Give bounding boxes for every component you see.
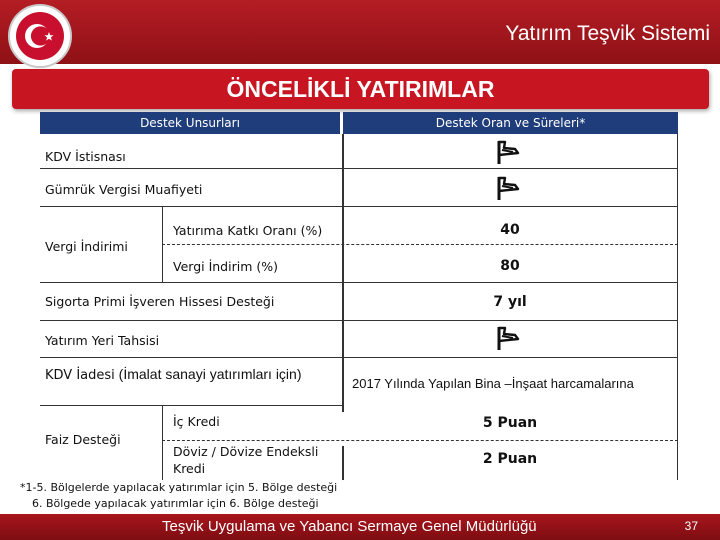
column-divider-lower xyxy=(342,446,344,480)
row-label-kdv-exemption: KDV İstisnası xyxy=(45,149,126,164)
footer-organization: Teşvik Uygulama ve Yabancı Sermaye Genel Müdürlüğü xyxy=(162,518,537,535)
check-flag-icon xyxy=(495,324,521,352)
column-header-support-items: Destek Unsurları xyxy=(40,112,340,134)
column-divider xyxy=(342,134,344,412)
sub-label-contribution-rate: Yatırıma Katkı Oranı (%) xyxy=(173,223,323,238)
row-divider xyxy=(40,282,678,283)
sub-label-tax-reduction-rate: Vergi İndirim (%) xyxy=(173,259,278,274)
value-insurance-support: 7 yıl xyxy=(493,294,527,310)
column-header-support-rates: Destek Oran ve Süreleri* xyxy=(343,112,678,134)
row-divider xyxy=(40,320,678,321)
value-foreign-credit: 2 Puan xyxy=(482,451,538,467)
row-label-land-allocation: Yatırım Yeri Tahsisi xyxy=(45,333,160,348)
footnote-line-1: *1-5. Bölgelerde yapılacak yatırımlar için 5. Bölge desteği xyxy=(20,481,338,494)
sub-column-divider xyxy=(162,206,163,282)
sub-row-divider xyxy=(162,440,678,441)
row-label-interest-support: Faiz Desteği xyxy=(45,432,121,447)
vat-refund-title: KDV İadesi xyxy=(45,368,115,383)
header-title: Yatırım Teşvik Sistemi xyxy=(505,22,710,45)
table-right-border xyxy=(677,134,678,480)
sub-label-foreign-credit-cont: Kredi xyxy=(173,461,206,476)
sub-label-domestic-credit: İç Kredi xyxy=(173,414,220,429)
section-banner xyxy=(12,69,709,109)
check-flag-icon xyxy=(495,138,521,166)
value-domestic-credit: 5 Puan xyxy=(482,415,538,431)
row-divider xyxy=(40,168,678,169)
crescent-star-icon xyxy=(16,12,64,60)
support-table xyxy=(40,112,678,480)
page-number: 37 xyxy=(684,519,698,533)
check-flag-icon xyxy=(495,174,521,202)
footer-bar xyxy=(0,514,720,540)
sub-row-divider xyxy=(162,244,678,245)
vat-refund-scope: (İmalat sanayi yatırımları için) xyxy=(114,366,302,382)
header-bar xyxy=(0,0,720,64)
sub-label-foreign-credit: Döviz / Dövize Endeksli xyxy=(173,444,319,459)
value-tax-reduction-rate: 80 xyxy=(500,258,520,274)
value-contribution-rate: 40 xyxy=(500,222,520,238)
row-label-insurance-support: Sigorta Primi İşveren Hissesi Desteği xyxy=(45,294,275,309)
ministry-logo xyxy=(8,4,72,68)
section-title: ÖNCELİKLİ YATIRIMLAR xyxy=(226,76,495,102)
row-label-vat-refund xyxy=(45,366,302,383)
footnote-line-2: 6. Bölgede yapılacak yatırımlar için 6. Bölge desteği xyxy=(32,497,319,510)
value-vat-refund: 2017 Yılında Yapılan Bina –İnşaat harcamalarına xyxy=(352,376,634,391)
row-divider xyxy=(40,206,678,207)
sub-column-divider xyxy=(162,405,163,480)
row-divider xyxy=(40,405,342,406)
row-divider xyxy=(40,357,678,358)
row-label-tax-reduction: Vergi İndirimi xyxy=(45,239,128,254)
row-label-customs-exemption: Gümrük Vergisi Muafiyeti xyxy=(45,182,203,197)
